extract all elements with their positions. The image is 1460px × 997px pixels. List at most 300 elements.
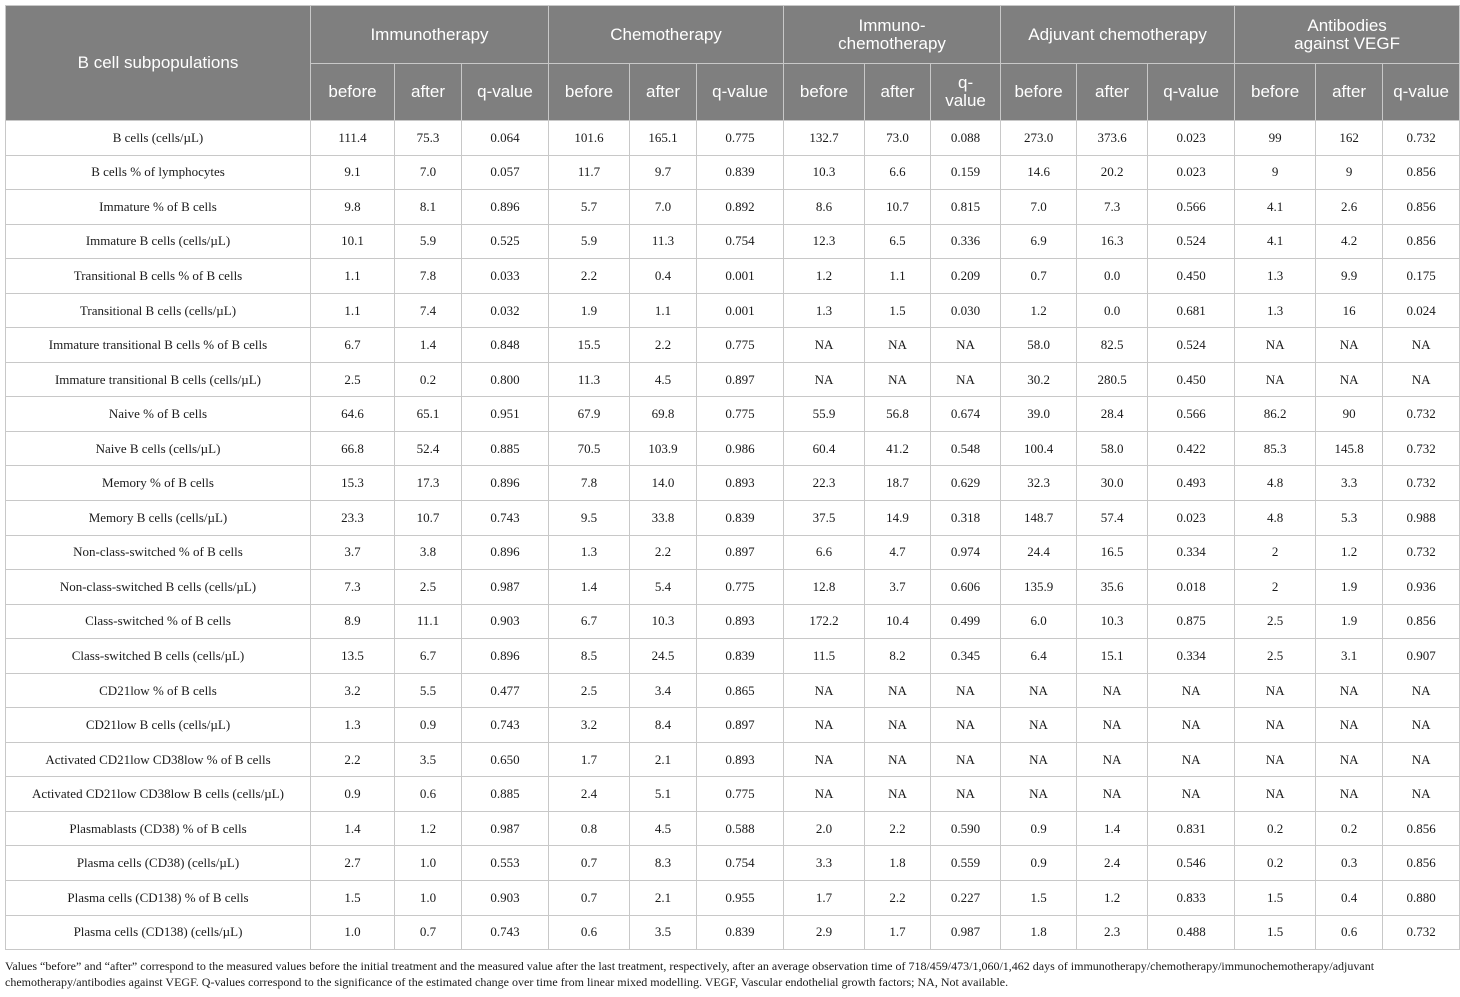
table-cell: NA [865,673,931,708]
table-cell: 0.754 [697,224,784,259]
table-cell: NA [1383,362,1460,397]
table-cell: 2.9 [784,915,865,950]
table-cell: 82.5 [1077,328,1148,363]
data-table-container [5,5,1455,950]
table-cell: 1.2 [1316,535,1383,570]
table-cell: NA [1235,708,1316,743]
table-row [6,742,1460,777]
table-cell: 11.1 [395,604,462,639]
table-cell: 2.2 [311,742,395,777]
table-cell: 0.987 [462,570,549,605]
table-cell: NA [1148,708,1235,743]
table-cell: 0.856 [1383,604,1460,639]
table-cell: 1.8 [865,846,931,881]
table-cell: 0.732 [1383,121,1460,156]
table-cell: 0.775 [697,397,784,432]
table-cell: 9.5 [549,501,630,536]
table-cell: 0.955 [697,881,784,916]
table-cell: 0.590 [931,811,1001,846]
table-cell: 5.9 [395,224,462,259]
table-cell: 5.1 [630,777,697,812]
table-cell: 0.7 [395,915,462,950]
table-row [6,811,1460,846]
table-cell: 6.7 [549,604,630,639]
table-cell: 8.3 [630,846,697,881]
table-cell: NA [1077,673,1148,708]
table-cell: 10.3 [630,604,697,639]
table-cell: 0.606 [931,570,1001,605]
table-cell: 0.018 [1148,570,1235,605]
table-cell: 0.875 [1148,604,1235,639]
table-cell: 0.896 [462,639,549,674]
table-row [6,570,1460,605]
table-cell: 3.2 [311,673,395,708]
table-cell: 0.650 [462,742,549,777]
table-cell: 1.1 [311,293,395,328]
table-cell: 1.2 [395,811,462,846]
subcolumn-header: q-value [697,64,784,121]
table-row [6,708,1460,743]
table-cell: 16 [1316,293,1383,328]
table-cell: 0.450 [1148,259,1235,294]
table-cell: 30.2 [1001,362,1077,397]
subcolumn-header: after [865,64,931,121]
table-cell: NA [1235,673,1316,708]
table-cell: 6.7 [311,328,395,363]
subcolumn-header: before [549,64,630,121]
table-cell: 24.5 [630,639,697,674]
table-cell: 3.3 [1316,466,1383,501]
table-cell: 0.732 [1383,535,1460,570]
table-cell: 1.4 [311,811,395,846]
table-row [6,673,1460,708]
table-cell: 1.5 [1235,915,1316,950]
table-cell: 55.9 [784,397,865,432]
table-cell: 0.209 [931,259,1001,294]
table-cell: 2.2 [549,259,630,294]
table-cell: NA [865,742,931,777]
table-cell: 15.5 [549,328,630,363]
table-cell: 3.2 [549,708,630,743]
table-cell: 6.4 [1001,639,1077,674]
table-cell: 0.524 [1148,328,1235,363]
table-cell: 39.0 [1001,397,1077,432]
row-label: Non-class-switched % of B cells [6,535,311,570]
table-cell: 0.897 [697,708,784,743]
table-cell: 0.559 [931,846,1001,881]
group-header-immunochemotherapy: Immuno- chemotherapy [784,6,1001,64]
table-cell: 10.3 [1077,604,1148,639]
row-label: Activated CD21low CD38low % of B cells [6,742,311,777]
table-cell: 2.5 [549,673,630,708]
table-cell: 0.334 [1148,639,1235,674]
group-header-chemotherapy: Chemotherapy [549,6,784,64]
table-cell: 1.0 [311,915,395,950]
table-cell: 0.880 [1383,881,1460,916]
table-cell: 0.318 [931,501,1001,536]
table-cell: 0.893 [697,466,784,501]
table-cell: 0.674 [931,397,1001,432]
subcolumn-header: before [311,64,395,121]
table-cell: 0.9 [311,777,395,812]
table-cell: 1.4 [1077,811,1148,846]
table-cell: NA [784,673,865,708]
table-cell: 1.5 [1235,881,1316,916]
table-cell: NA [865,777,931,812]
table-row [6,190,1460,225]
table-cell: 11.5 [784,639,865,674]
table-cell: 1.9 [1316,604,1383,639]
b-cell-table [5,5,1460,950]
table-cell: 14.6 [1001,155,1077,190]
table-cell: 1.5 [311,881,395,916]
table-cell: 4.2 [1316,224,1383,259]
table-cell: 0.848 [462,328,549,363]
table-cell: 2.7 [311,846,395,881]
table-cell: NA [931,328,1001,363]
table-row [6,846,1460,881]
table-cell: 1.4 [395,328,462,363]
table-cell: 56.8 [865,397,931,432]
table-cell: 9.1 [311,155,395,190]
table-cell: 1.9 [1316,570,1383,605]
table-cell: 65.1 [395,397,462,432]
table-cell: 66.8 [311,431,395,466]
table-cell: 2.0 [784,811,865,846]
table-cell: 0.896 [462,535,549,570]
table-cell: 0.9 [395,708,462,743]
table-cell: NA [1148,742,1235,777]
table-cell: 0.936 [1383,570,1460,605]
table-cell: 0.422 [1148,431,1235,466]
table-cell: 16.3 [1077,224,1148,259]
row-label: B cells % of lymphocytes [6,155,311,190]
table-row [6,362,1460,397]
table-cell: 2.1 [630,881,697,916]
table-cell: 0.0 [1077,259,1148,294]
table-row [6,915,1460,950]
table-cell: 0.345 [931,639,1001,674]
table-cell: 0.057 [462,155,549,190]
table-cell: 0.6 [395,777,462,812]
table-cell: 1.1 [311,259,395,294]
table-cell: 9 [1235,155,1316,190]
table-row [6,155,1460,190]
table-cell: 135.9 [1001,570,1077,605]
table-cell: 111.4 [311,121,395,156]
table-cell: 3.4 [630,673,697,708]
table-cell: 2.2 [630,535,697,570]
row-label: Class-switched % of B cells [6,604,311,639]
table-cell: 11.3 [549,362,630,397]
table-cell: 0.839 [697,155,784,190]
table-cell: 13.5 [311,639,395,674]
row-label: Memory % of B cells [6,466,311,501]
table-cell: 0.566 [1148,397,1235,432]
table-cell: 18.7 [865,466,931,501]
table-cell: 12.8 [784,570,865,605]
table-row [6,121,1460,156]
table-cell: 10.7 [865,190,931,225]
table-cell: 7.8 [395,259,462,294]
table-footnote: Values “before” and “after” correspond to the measured values before the initial treatment and the measured value after the last treatment, respectively, after an average observation time of 718/459/473/1,060/1,462 days of immunotherapy/chemotherapy/immunochemotherapy/adjuvant chemotherapy/antibodies against VEGF. Q-values correspond to the significance of the estimated change over time from linear mixed modelling. VEGF, Vascular endothelial growth factors; NA, Not available. [5,959,1375,989]
table-cell: 1.1 [630,293,697,328]
table-cell: 2.5 [1235,604,1316,639]
table-cell: 22.3 [784,466,865,501]
table-cell: 90 [1316,397,1383,432]
table-cell: 1.9 [549,293,630,328]
table-cell: NA [1001,742,1077,777]
table-cell: NA [1383,777,1460,812]
table-cell: 7.8 [549,466,630,501]
table-cell: 0.175 [1383,259,1460,294]
table-cell: 3.7 [865,570,931,605]
table-cell: NA [784,362,865,397]
table-cell: NA [784,708,865,743]
table-cell: 14.0 [630,466,697,501]
table-cell: 0.743 [462,708,549,743]
table-cell: NA [1235,328,1316,363]
table-cell: 1.0 [395,846,462,881]
table-cell: 5.9 [549,224,630,259]
table-cell: 0.775 [697,328,784,363]
table-cell: NA [1235,777,1316,812]
table-cell: 7.0 [630,190,697,225]
table-cell: 1.7 [865,915,931,950]
row-label: Immature % of B cells [6,190,311,225]
table-cell: 10.3 [784,155,865,190]
row-label: CD21low % of B cells [6,673,311,708]
table-header [6,6,1460,121]
table-cell: NA [1316,777,1383,812]
table-cell: 15.3 [311,466,395,501]
table-row [6,639,1460,674]
table-cell: 9.8 [311,190,395,225]
table-cell: 1.3 [311,708,395,743]
table-cell: 6.6 [784,535,865,570]
table-cell: 0.951 [462,397,549,432]
row-label: Non-class-switched B cells (cells/µL) [6,570,311,605]
table-row [6,466,1460,501]
table-cell: NA [1235,742,1316,777]
table-cell: 4.5 [630,362,697,397]
row-label: B cells (cells/µL) [6,121,311,156]
table-cell: 1.7 [549,742,630,777]
table-cell: 1.2 [1001,293,1077,328]
table-cell: 148.7 [1001,501,1077,536]
table-cell: NA [1383,673,1460,708]
table-cell: 0.493 [1148,466,1235,501]
table-cell: 4.1 [1235,190,1316,225]
table-cell: 7.0 [395,155,462,190]
table-row [6,328,1460,363]
table-cell: 0.629 [931,466,1001,501]
table-cell: 33.8 [630,501,697,536]
table-cell: 0.986 [697,431,784,466]
table-row [6,431,1460,466]
table-cell: 69.8 [630,397,697,432]
table-cell: 41.2 [865,431,931,466]
table-cell: 0.743 [462,501,549,536]
table-cell: NA [931,362,1001,397]
table-cell: 7.0 [1001,190,1077,225]
table-cell: 0.897 [697,362,784,397]
table-row [6,259,1460,294]
table-cell: 85.3 [1235,431,1316,466]
table-cell: 73.0 [865,121,931,156]
table-cell: 0.987 [462,811,549,846]
table-cell: 0.903 [462,881,549,916]
table-cell: 2.2 [865,881,931,916]
table-cell: 8.5 [549,639,630,674]
table-cell: 0.3 [1316,846,1383,881]
table-cell: 0.553 [462,846,549,881]
table-cell: 2.1 [630,742,697,777]
row-label: Immature transitional B cells (cells/µL) [6,362,311,397]
table-cell: 1.2 [784,259,865,294]
table-cell: 0.754 [697,846,784,881]
row-label: Memory B cells (cells/µL) [6,501,311,536]
table-cell: 0.023 [1148,121,1235,156]
table-cell: NA [1148,777,1235,812]
row-label: Activated CD21low CD38low B cells (cells/µL) [6,777,311,812]
table-cell: 0.033 [462,259,549,294]
table-cell: 0.088 [931,121,1001,156]
subcolumn-header: after [1316,64,1383,121]
table-cell: 1.3 [784,293,865,328]
table-cell: 273.0 [1001,121,1077,156]
table-cell: NA [1148,673,1235,708]
subcolumn-header: after [1077,64,1148,121]
table-cell: 0.896 [462,190,549,225]
table-cell: 0.524 [1148,224,1235,259]
table-cell: 2.2 [630,328,697,363]
row-label: Transitional B cells (cells/µL) [6,293,311,328]
table-cell: 0.988 [1383,501,1460,536]
table-cell: 2.6 [1316,190,1383,225]
table-cell: 0.9 [1001,811,1077,846]
table-cell: 4.7 [865,535,931,570]
table-cell: 0.023 [1148,501,1235,536]
table-cell: 8.2 [865,639,931,674]
table-cell: NA [931,742,1001,777]
table-cell: 0.856 [1383,846,1460,881]
table-cell: 0.0 [1077,293,1148,328]
table-cell: 280.5 [1077,362,1148,397]
table-cell: 0.2 [1235,846,1316,881]
table-cell: 2.2 [865,811,931,846]
table-cell: NA [865,328,931,363]
table-cell: NA [784,742,865,777]
table-cell: 4.5 [630,811,697,846]
table-cell: 6.6 [865,155,931,190]
table-cell: 0.893 [697,742,784,777]
table-cell: 60.4 [784,431,865,466]
table-cell: 99 [1235,121,1316,156]
table-cell: 0.001 [697,259,784,294]
table-cell: 57.4 [1077,501,1148,536]
table-cell: 3.5 [395,742,462,777]
table-cell: 0.6 [549,915,630,950]
group-header-adjuvant-chemotherapy: Adjuvant chemotherapy [1001,6,1235,64]
table-cell: 0.336 [931,224,1001,259]
subcolumn-header: q- value [931,64,1001,121]
table-cell: 52.4 [395,431,462,466]
table-cell: 0.865 [697,673,784,708]
table-cell: NA [931,708,1001,743]
table-row [6,224,1460,259]
table-cell: 5.4 [630,570,697,605]
table-cell: 0.856 [1383,224,1460,259]
table-cell: 0.032 [462,293,549,328]
table-cell: 0.030 [931,293,1001,328]
table-cell: 32.3 [1001,466,1077,501]
table-cell: NA [1316,362,1383,397]
table-cell: 10.7 [395,501,462,536]
table-cell: 0.7 [549,881,630,916]
table-cell: 37.5 [784,501,865,536]
table-cell: 132.7 [784,121,865,156]
table-cell: 0.856 [1383,811,1460,846]
table-cell: 100.4 [1001,431,1077,466]
table-cell: 0.334 [1148,535,1235,570]
table-cell: 3.8 [395,535,462,570]
table-row [6,501,1460,536]
table-cell: 3.7 [311,535,395,570]
table-cell: NA [865,708,931,743]
table-cell: NA [1316,328,1383,363]
table-cell: 0.450 [1148,362,1235,397]
table-cell: 7.3 [311,570,395,605]
table-cell: 0.885 [462,431,549,466]
table-cell: 0.839 [697,639,784,674]
table-cell: 0.2 [1235,811,1316,846]
subcolumn-header: after [630,64,697,121]
table-cell: 0.885 [462,777,549,812]
table-cell: NA [784,777,865,812]
table-cell: 11.3 [630,224,697,259]
table-cell: 0.839 [697,501,784,536]
row-label: CD21low B cells (cells/µL) [6,708,311,743]
subcolumn-header: q-value [462,64,549,121]
table-cell: 0.548 [931,431,1001,466]
table-cell: NA [1001,708,1077,743]
table-cell: NA [1383,708,1460,743]
table-cell: 0.856 [1383,155,1460,190]
table-cell: 8.1 [395,190,462,225]
group-header-antibodies-vegf: Antibodies against VEGF [1235,6,1460,64]
table-cell: 2.5 [311,362,395,397]
table-cell: 1.3 [1235,259,1316,294]
row-label: Class-switched B cells (cells/µL) [6,639,311,674]
table-cell: NA [784,328,865,363]
table-cell: NA [931,777,1001,812]
table-cell: 12.3 [784,224,865,259]
table-row [6,604,1460,639]
table-cell: 0.6 [1316,915,1383,950]
table-cell: 0.892 [697,190,784,225]
table-cell: 86.2 [1235,397,1316,432]
table-cell: NA [1316,742,1383,777]
table-cell: 2.3 [1077,915,1148,950]
table-cell: NA [1383,328,1460,363]
table-cell: 17.3 [395,466,462,501]
table-cell: 14.9 [865,501,931,536]
table-cell: 1.5 [1001,881,1077,916]
table-cell: 8.6 [784,190,865,225]
table-cell: NA [1316,708,1383,743]
table-cell: NA [1077,708,1148,743]
